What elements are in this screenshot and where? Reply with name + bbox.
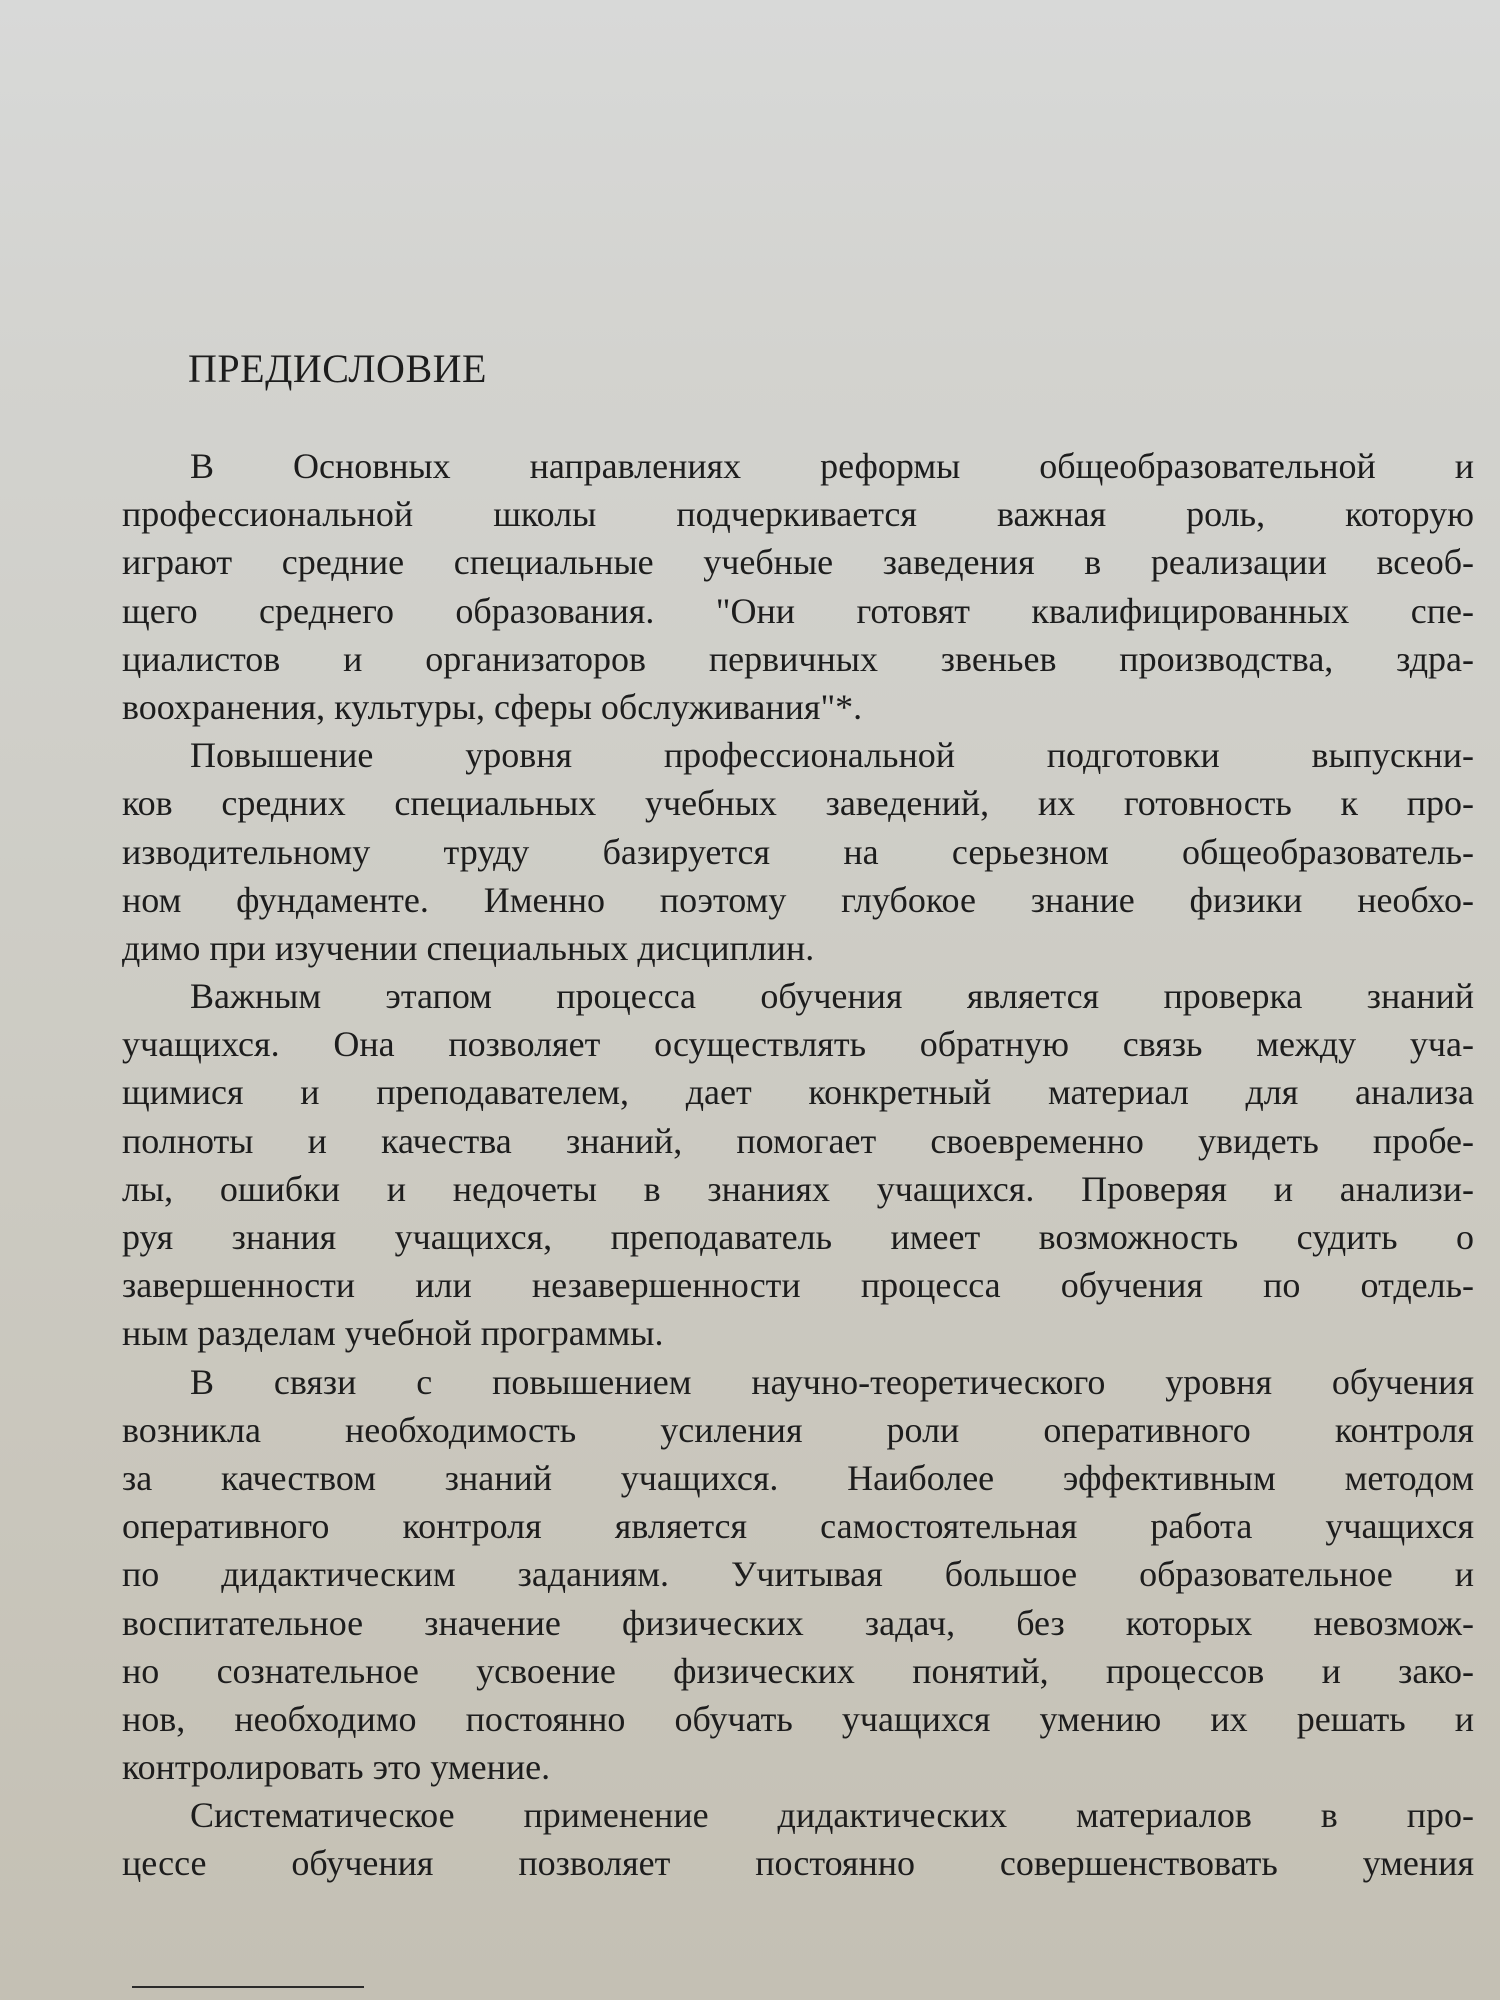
- text-line: димо при изучении специальных дисциплин.: [122, 927, 815, 968]
- text-line: изводительному труду базируется на серьезном общеобразователь-: [122, 831, 1474, 872]
- text-line: возникла необходимость усиления роли оперативного контроля: [122, 1409, 1474, 1450]
- text-line: Повышение уровня профессиональной подготовки выпускни-: [190, 735, 1474, 776]
- text-line: руя знания учащихся, преподаватель имеет возможность судить о: [122, 1217, 1474, 1257]
- text-line: играют средние специальные учебные заведения в реализации всеоб-: [122, 542, 1474, 583]
- text-line: Важным этапом процесса обучения является проверка знаний: [190, 976, 1474, 1017]
- text-line: оперативного контроля является самостоятельная работа учащихся: [122, 1506, 1474, 1547]
- text-line: щимися и преподавателем, дает конкретный материал для анализа: [122, 1072, 1474, 1113]
- text-line: воохранения, культуры, сферы обслуживания"*.: [122, 686, 863, 727]
- chapter-heading: ПРЕДИСЛОВИЕ: [188, 346, 487, 391]
- text-line: завершенности или незавершенности процесса обучения по отдель-: [122, 1265, 1474, 1306]
- text-line: полноты и качества знаний, помогает своевременно увидеть пробе-: [122, 1120, 1474, 1161]
- text-line: по дидактическим заданиям. Учитывая большое образовательное и: [122, 1554, 1474, 1595]
- text-line: В Основных направлениях реформы общеобразовательной и: [190, 446, 1474, 486]
- text-line: но сознательное усвоение физических понятий, процессов и зако-: [122, 1650, 1474, 1691]
- text-line: цессе обучения позволяет постоянно совершенствовать умения: [122, 1843, 1474, 1884]
- text-line: воспитательное значение физических задач, без которых невозмож-: [122, 1602, 1474, 1643]
- body-text: [122, 442, 1474, 1888]
- text-line: В связи с повышением научно-теоретического уровня обучения: [190, 1361, 1474, 1402]
- text-line: ном фундаменте. Именно поэтому глубокое знание физики необхо-: [122, 879, 1474, 920]
- text-line: Систематическое применение дидактических материалов в про-: [190, 1795, 1474, 1836]
- text-line: ков средних специальных учебных заведений, их готовность к про-: [122, 783, 1474, 824]
- text-line: учащихся. Она позволяет осуществлять обратную связь между уча-: [122, 1024, 1474, 1065]
- text-line: за качеством знаний учащихся. Наиболее эффективным методом: [122, 1457, 1474, 1498]
- text-line: лы, ошибки и недочеты в знаниях учащихся. Проверяя и анализи-: [122, 1168, 1474, 1209]
- text-line: нов, необходимо постоянно обучать учащихся умению их решать и: [122, 1698, 1474, 1739]
- text-line: щего среднего образования. "Они готовят квалифицированных спе-: [122, 590, 1474, 631]
- footnote-divider: [132, 1986, 364, 1988]
- text-line: циалистов и организаторов первичных звеньев производства, здра-: [122, 638, 1474, 679]
- text-line: профессиональной школы подчеркивается важная роль, которую: [122, 494, 1474, 535]
- text-line: ным разделам учебной программы.: [122, 1313, 664, 1354]
- text-line: контролировать это умение.: [122, 1747, 551, 1788]
